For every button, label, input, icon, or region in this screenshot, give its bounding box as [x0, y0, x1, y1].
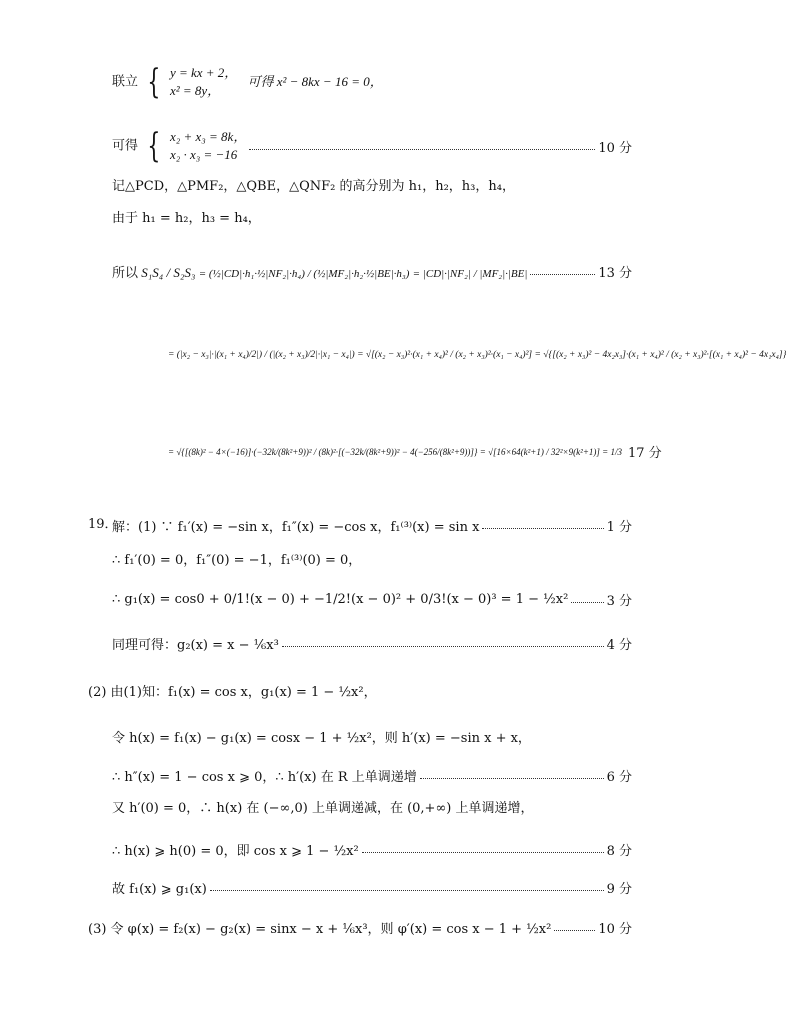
eq-line: y = kx + 2， — [169, 65, 238, 80]
label-suoyi: 所以 — [112, 265, 139, 280]
q19-part3 — [88, 918, 632, 937]
part3-text: (3) 令 φ(x) = f₂(x) − g₂(x) = sinx − x + ⅙x³，则 φ′(x) = cos x − 1 + ½x² — [88, 922, 552, 937]
score-mark: 8 分 — [606, 844, 632, 859]
g2-text: 同理可得：g₂(x) = x − ⅙x³ — [112, 638, 279, 653]
line-system-2 — [112, 128, 632, 164]
left-brace-icon: { — [147, 126, 161, 166]
g1-text: ∴ g₁(x) = cos0 + 0/1!(x − 0) + −1/2!(x − 0)² + 0/3!(x − 0)³ = 1 − ½x² — [112, 592, 569, 607]
leader-dots — [249, 149, 595, 150]
score-mark: 13 分 — [598, 266, 632, 281]
line-heights-definition: 记△PCD，△PMF₂，△QBE，△QNF₂ 的高分别为 h₁，h₂，h₃，h₄， — [112, 179, 515, 194]
leader-dots — [362, 852, 604, 853]
leader-dots — [482, 528, 603, 529]
q19-monotonicity: 又 h′(0) = 0，∴ h(x) 在 (−∞,0) 上单调递减，在 (0,+∞) 上单调递增， — [112, 801, 534, 816]
q19-g1-expansion — [112, 590, 632, 609]
q19-h-second-derivative — [112, 766, 632, 785]
leader-dots — [554, 930, 595, 931]
q19-h-definition: 令 h(x) = f₁(x) − g₁(x) = cosx − 1 + ½x²，则 h′(x) = −sin x + x， — [112, 731, 531, 746]
equation-system-1 — [170, 64, 237, 100]
ratio-mid: = (½|CD|·h₁·½|NF₂|·h₄) / (½|MF₂|·h₂·½|BE|·h₃) — [198, 268, 410, 280]
eq-parabola: x² = 8y， — [169, 83, 221, 98]
leader-dots — [571, 602, 603, 603]
eq-result: 可得 x² − 8kx − 16 = 0， — [247, 73, 383, 89]
label-kede: 可得 — [112, 138, 139, 154]
conclusion-text: 故 f₁(x) ⩾ g₁(x) — [112, 882, 207, 897]
derivatives-text: 解：(1) ∵ f₁′(x) = −sin x，f₁″(x) = −cos x，f₁⁽³⁾(x) = sin x — [112, 520, 480, 535]
line-heights-equal: 由于 h₁ = h₂，h₃ = h₄， — [112, 211, 261, 226]
score-mark: 9 分 — [606, 882, 632, 897]
q19-h-inequality — [112, 840, 632, 859]
h-ineq-text: ∴ h(x) ⩾ h(0) = 0，即 cos x ⩾ 1 − ½x² — [112, 844, 359, 859]
leader-dots — [210, 890, 604, 891]
line-ratio-expansion: = (|x₂ − x₃|·|(x₁ + x₄)/2|) / (|(x₂ + x₃)/2|·|x₁ − x₄|) = √[(x₂ − x₃)²·(x₁ + x₄)² / (x₂ + x₃)²·(x₁ − x₄)²] = √{[(x₂ + x₃)² − 4x₂x₃]·(x₁ + x₄)² / (x₂ + x₃)²·[(x₁ + x₄)² − 4x₁x₄]} — [168, 350, 786, 360]
q19-g2 — [112, 634, 632, 653]
score-mark: 3 分 — [606, 594, 632, 609]
eq-product: x₂ · x₃ = −16 — [169, 147, 238, 162]
score-mark: 1 分 — [606, 520, 632, 535]
line-system-1 — [112, 64, 383, 100]
leader-dots — [530, 274, 595, 275]
q19-conclusion — [112, 878, 632, 897]
leader-dots — [420, 778, 604, 779]
line-area-ratio — [112, 262, 632, 281]
q19-part2-intro: (2) 由(1)知：f₁(x) = cos x，g₁(x) = 1 − ½x²， — [88, 685, 377, 700]
q19-part1-derivatives — [112, 516, 632, 535]
question-number-19: 19． — [88, 517, 118, 532]
ratio-rhs: = |CD|·|NF₂| / |MF₂|·|BE| — [412, 268, 528, 280]
score-mark: 17 分 — [627, 446, 662, 461]
equation-system-2 — [170, 128, 246, 164]
leader-dots — [282, 646, 604, 647]
label-lianli: 联立 — [112, 74, 139, 90]
left-brace-icon: { — [147, 62, 161, 102]
score-mark: 10 分 — [598, 140, 632, 156]
ratio-lhs: S₁S₄ / S₂S₃ — [141, 265, 196, 280]
score-mark: 6 分 — [606, 770, 632, 785]
score-mark: 10 分 — [598, 922, 632, 937]
score-mark: 4 分 — [606, 638, 632, 653]
ratio-final-expr: = √{[(8k)² − 4×(−16)]·(−32k/(8k²+9))² / (8k)²·[(−32k/(8k²+9))² − 4(−256/(8k²+9))]} = √[16×64(k²+1) / 32²×9(k²+1)] = 1/3 — [168, 446, 622, 457]
line-ratio-final — [168, 442, 662, 461]
eq-sum: x₂ + x₃ = 8k， — [169, 129, 247, 144]
h2-text: ∴ h″(x) = 1 − cos x ⩾ 0，∴ h′(x) 在 R 上单调递增 — [112, 770, 417, 785]
q19-derivative-values: ∴ f₁′(0) = 0，f₁″(0) = −1，f₁⁽³⁾(0) = 0， — [112, 553, 362, 568]
